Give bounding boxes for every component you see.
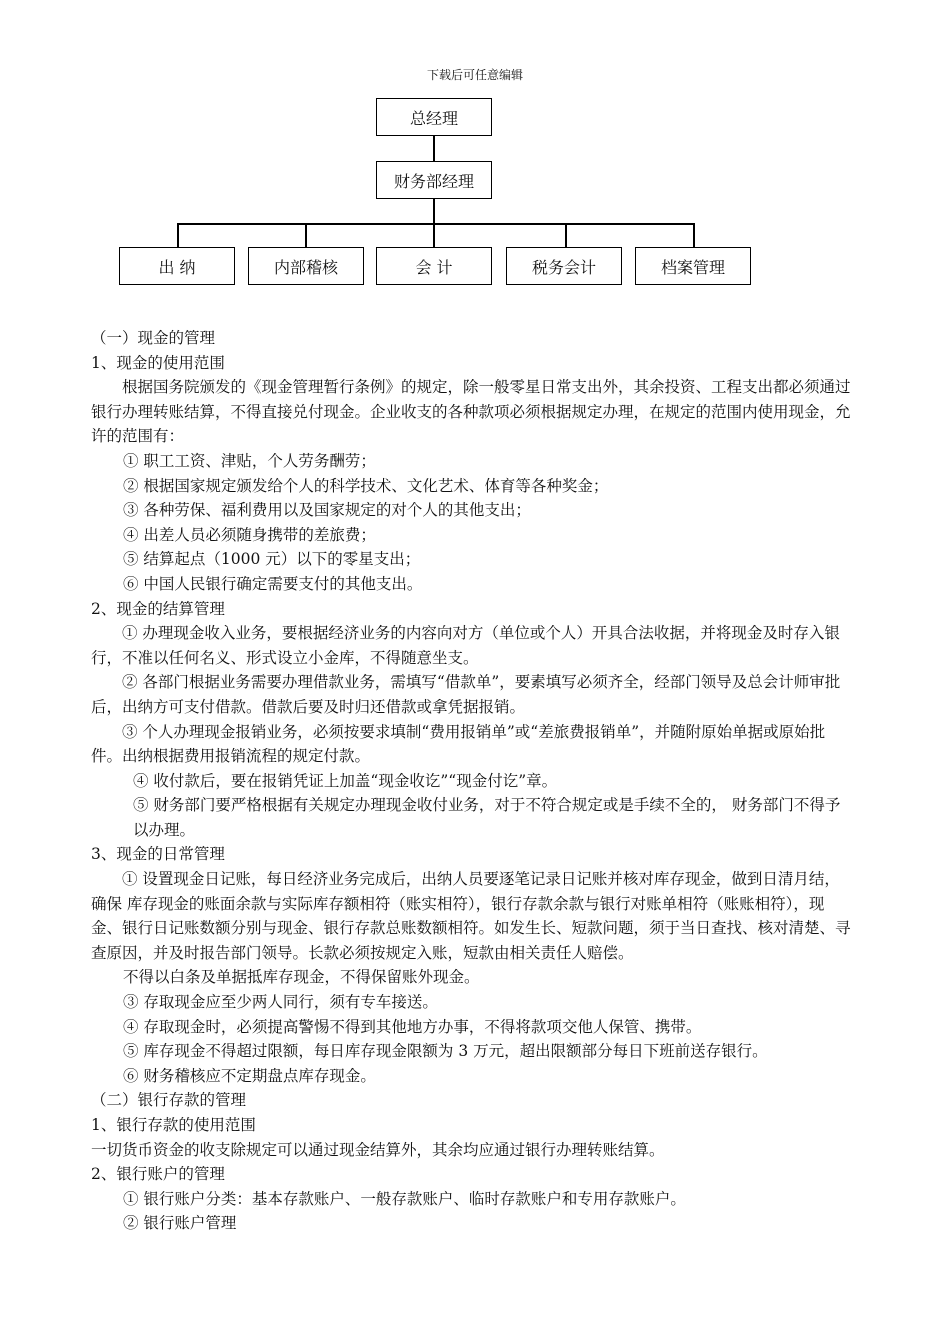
- org-connector: [177, 223, 694, 225]
- subsection-heading: 1、银行存款的使用范围: [91, 1116, 256, 1134]
- paragraph: 一切货币资金的收支除规定可以通过现金结算外，其余均应通过银行办理转账结算。: [91, 1140, 665, 1159]
- list-item: ① 职工工资、津贴，个人劳务酬劳；: [123, 451, 376, 470]
- list-item: 不得以白条及单据抵库存现金，不得保留账外现金。: [123, 968, 480, 987]
- subsection-heading: 3、现金的日常管理: [91, 845, 225, 864]
- list-item: ④ 存取现金时，必须提高警惕不得到其他地方办事，不得将款项交他人保管、携带。: [123, 1017, 702, 1036]
- list-item: ⑥ 中国人民银行确定需要支付的其他支出。: [123, 574, 423, 593]
- org-connector: [565, 223, 567, 247]
- org-box-internal-audit: 内部稽核: [248, 247, 364, 285]
- subsection-heading: 2、现金的结算管理: [91, 599, 225, 618]
- section-heading: （二）银行存款的管理: [91, 1091, 247, 1110]
- org-connector: [433, 199, 435, 224]
- paragraph: 根据国务院颁发的《现金管理暂行条例》的规定，除一般零星日常支出外，其余投资、工程支出都必须通过银行办理转账结算，不得直接兑付现金。企业收支的各种款项必须根据规定办理，在规定的范围内使用现金，允许的范围有：: [91, 378, 851, 446]
- subsection-heading: 2、银行账户的管理: [91, 1165, 225, 1184]
- list-item: ② 根据国家规定颁发给个人的科学技术、文化艺术、体育等各种奖金；: [123, 476, 609, 495]
- org-box-accountant: 会 计: [376, 247, 492, 285]
- org-chart: [0, 0, 950, 300]
- paragraph: ④ 收付款后，要在报销凭证上加盖“现金收讫”“现金付讫”章。: [133, 771, 558, 790]
- org-connector: [433, 223, 435, 247]
- org-connector: [433, 136, 435, 161]
- org-box-tax-accountant: 税务会计: [506, 247, 622, 285]
- paragraph: ② 各部门根据业务需要办理借款业务，需填写“借款单”，要素填写必须齐全，经部门领导及总会计师审批后，出纳方可支付借款。借款后要及时归还借款或拿凭据报销。: [91, 673, 841, 716]
- list-item: ⑤ 结算起点（1000 元）以下的零星支出；: [123, 550, 421, 569]
- org-connector: [305, 223, 307, 247]
- section-heading: （一）现金的管理: [91, 329, 216, 347]
- paragraph: ⑤ 财务部门要严格根据有关规定办理现金收付业务，对于不符合规定或是手续不全的， 财务部门不得予以办理。: [133, 796, 841, 839]
- org-box-general-manager: 总经理: [376, 98, 492, 136]
- org-box-archive-management: 档案管理: [635, 247, 751, 285]
- header-note: 下载后可任意编辑: [426, 68, 523, 82]
- org-box-cashier: 出 纳: [119, 247, 235, 285]
- list-item: ⑤ 库存现金不得超过限额，每日库存现金限额为 3 万元，超出限额部分每日下班前送存银行。: [123, 1042, 768, 1061]
- org-box-finance-manager: 财务部经理: [376, 161, 492, 199]
- paragraph: ③ 个人办理现金报销业务，必须按要求填制“费用报销单”或“差旅费报销单”，并随附原始单据或原始批件。出纳根据费用报销流程的规定付款。: [91, 722, 826, 766]
- org-connector: [693, 223, 695, 247]
- document-body: [91, 326, 853, 1236]
- org-connector: [177, 223, 179, 247]
- list-item: ① 银行账户分类：基本存款账户、一般存款账户、临时存款账户和专用存款账户。: [123, 1189, 686, 1208]
- list-item: ⑥ 财务稽核应不定期盘点库存现金。: [123, 1066, 376, 1085]
- subsection-heading: 1、现金的使用范围: [91, 353, 225, 372]
- list-item: ④ 出差人员必须随身携带的差旅费；: [123, 525, 376, 544]
- paragraph: ① 设置现金日记账，每日经济业务完成后，出纳人员要逐笔记录日记账并核对库存现金，做到日清月结，确保 库存现金的账面余款与实际库存额相符（账实相符），银行存款余款与银行对账单相符（账账相符），现金、银行日记账数额分别与现金、银行存款总账数额相符。如发生长、短款问题，须于当日查找、核对清楚、寻查原因，并及时报告部门领导。长款必须按规定入账，短款由相关责任人赔偿。: [91, 870, 851, 962]
- list-item: ② 银行账户管理: [123, 1214, 237, 1233]
- paragraph: ① 办理现金收入业务，要根据经济业务的内容向对方（单位或个人）开具合法收据，并将现金及时存入银行，不准以任何名义、形式设立小金库，不得随意坐支。: [91, 624, 840, 667]
- list-item: ③ 存取现金应至少两人同行，须有专车接送。: [123, 993, 438, 1012]
- list-item: ③ 各种劳保、福利费用以及国家规定的对个人的其他支出；: [123, 501, 531, 520]
